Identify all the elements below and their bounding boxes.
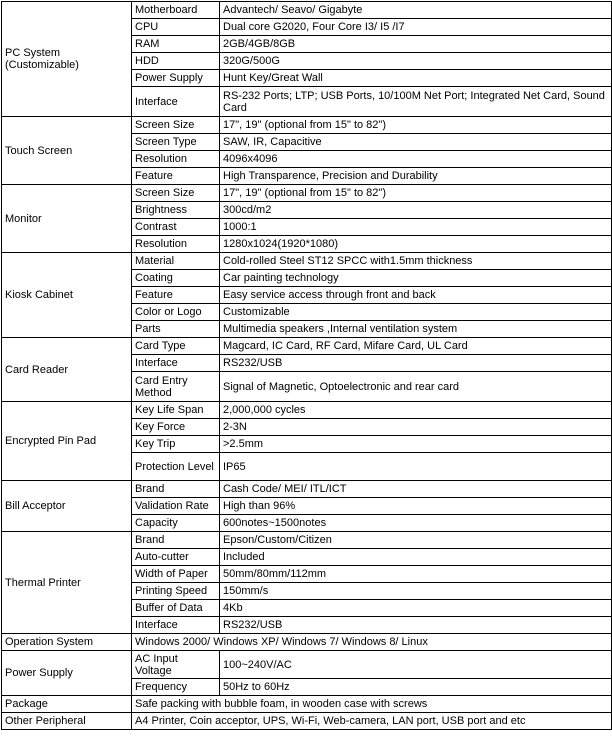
spec-label-cell: Interface <box>132 87 220 117</box>
spec-value-cell: Dual core G2020, Four Core I3/ I5 /I7 <box>220 19 612 36</box>
spec-label-cell: RAM <box>132 36 220 53</box>
spec-value-cell: 4Kb <box>220 600 612 617</box>
spec-label-cell: Interface <box>132 355 220 372</box>
spec-value-cell: 600notes~1500notes <box>220 515 612 532</box>
spec-row <box>2 402 612 419</box>
category-cell: Operation System <box>2 634 132 651</box>
spec-label-cell: Feature <box>132 287 220 304</box>
spec-label-cell: Card Type <box>132 338 220 355</box>
spec-row <box>2 481 612 498</box>
spec-value-cell: 50Hz to 60Hz <box>220 679 612 696</box>
spec-label-cell: CPU <box>132 19 220 36</box>
category-cell: Bill Acceptor <box>2 481 132 532</box>
spec-value-cell: Advantech/ Seavo/ Gigabyte <box>220 2 612 19</box>
spec-row <box>2 651 612 679</box>
spec-value-cell: 100~240V/AC <box>220 651 612 679</box>
spec-label-cell: Key Force <box>132 419 220 436</box>
spec-row <box>2 713 612 730</box>
spec-label-cell: Parts <box>132 321 220 338</box>
spec-row <box>2 117 612 134</box>
spec-label-cell: Card Entry Method <box>132 372 220 402</box>
spec-row <box>2 532 612 549</box>
spec-label-cell: Interface <box>132 617 220 634</box>
spec-label-cell: Screen Size <box>132 117 220 134</box>
category-cell: Package <box>2 696 132 713</box>
spec-row <box>2 253 612 270</box>
spec-row <box>2 634 612 651</box>
spec-value-cell: IP65 <box>220 453 612 481</box>
spec-value-cell: High than 96% <box>220 498 612 515</box>
spec-label-cell: Brand <box>132 532 220 549</box>
spec-label-cell: Brightness <box>132 202 220 219</box>
spec-value-cell: 2,000,000 cycles <box>220 402 612 419</box>
spec-value-cell: >2.5mm <box>220 436 612 453</box>
spec-value-cell: Magcard, IC Card, RF Card, Mifare Card, UL Card <box>220 338 612 355</box>
spec-value-cell: 150mm/s <box>220 583 612 600</box>
spec-label-cell: Validation Rate <box>132 498 220 515</box>
spec-value-cell: Multimedia speakers ,Internal ventilation system <box>220 321 612 338</box>
spec-row <box>2 185 612 202</box>
spec-label-cell: Resolution <box>132 151 220 168</box>
category-cell: Touch Screen <box>2 117 132 185</box>
spec-label-cell: Power Supply <box>132 70 220 87</box>
spec-value-cell: 4096x4096 <box>220 151 612 168</box>
spec-value-cell: 300cd/m2 <box>220 202 612 219</box>
spec-value-cell: Signal of Magnetic, Optoelectronic and rear card <box>220 372 612 402</box>
category-cell: Thermal Printer <box>2 532 132 634</box>
spec-value-cell: Cash Code/ MEI/ ITL/ICT <box>220 481 612 498</box>
spec-label-cell: Resolution <box>132 236 220 253</box>
spec-value-cell: 17", 19" (optional from 15" to 82") <box>220 117 612 134</box>
spec-label-cell: Protection Level <box>132 453 220 481</box>
spec-value-cell: 320G/500G <box>220 53 612 70</box>
spec-value-cell: A4 Printer, Coin acceptor, UPS, Wi-Fi, Web-camera, LAN port, USB port and etc <box>132 713 612 730</box>
spec-value-cell: 1000:1 <box>220 219 612 236</box>
spec-value-cell: SAW, IR, Capacitive <box>220 134 612 151</box>
spec-value-cell: 2-3N <box>220 419 612 436</box>
spec-label-cell: Width of Paper <box>132 566 220 583</box>
spec-value-cell: 17", 19" (optional from 15" to 82") <box>220 185 612 202</box>
spec-value-cell: 50mm/80mm/112mm <box>220 566 612 583</box>
spec-label-cell: Brand <box>132 481 220 498</box>
spec-label-cell: Screen Type <box>132 134 220 151</box>
spec-value-cell: Customizable <box>220 304 612 321</box>
spec-value-cell: Car painting technology <box>220 270 612 287</box>
spec-label-cell: Motherboard <box>132 2 220 19</box>
spec-value-cell: High Transparence, Precision and Durability <box>220 168 612 185</box>
spec-label-cell: Buffer of Data <box>132 600 220 617</box>
spec-table-body <box>2 2 612 730</box>
spec-row <box>2 2 612 19</box>
spec-label-cell: Coating <box>132 270 220 287</box>
category-cell: Kiosk Cabinet <box>2 253 132 338</box>
spec-value-cell: Safe packing with bubble foam, in wooden case with screws <box>132 696 612 713</box>
spec-value-cell: 2GB/4GB/8GB <box>220 36 612 53</box>
category-cell: PC System (Customizable) <box>2 2 132 117</box>
spec-label-cell: Capacity <box>132 515 220 532</box>
spec-label-cell: Key Trip <box>132 436 220 453</box>
spec-row <box>2 696 612 713</box>
spec-label-cell: HDD <box>132 53 220 70</box>
spec-label-cell: Frequency <box>132 679 220 696</box>
spec-value-cell: RS232/USB <box>220 617 612 634</box>
spec-value-cell: Hunt Key/Great Wall <box>220 70 612 87</box>
spec-label-cell: Contrast <box>132 219 220 236</box>
spec-label-cell: Material <box>132 253 220 270</box>
spec-label-cell: Printing Speed <box>132 583 220 600</box>
spec-value-cell: Included <box>220 549 612 566</box>
spec-value-cell: RS232/USB <box>220 355 612 372</box>
spec-label-cell: Feature <box>132 168 220 185</box>
spec-value-cell: 1280x1024(1920*1080) <box>220 236 612 253</box>
category-cell: Encrypted Pin Pad <box>2 402 132 481</box>
spec-table <box>1 1 612 730</box>
category-cell: Other Peripheral <box>2 713 132 730</box>
spec-row <box>2 338 612 355</box>
category-cell: Card Reader <box>2 338 132 402</box>
spec-label-cell: Screen Size <box>132 185 220 202</box>
spec-value-cell: RS-232 Ports; LTP; USB Ports, 10/100M Net Port; Integrated Net Card, Sound Card <box>220 87 612 117</box>
spec-label-cell: Auto-cutter <box>132 549 220 566</box>
spec-value-cell: Easy service access through front and back <box>220 287 612 304</box>
category-cell: Power Supply <box>2 651 132 696</box>
spec-label-cell: Color or Logo <box>132 304 220 321</box>
category-cell: Monitor <box>2 185 132 253</box>
spec-value-cell: Cold-rolled Steel ST12 SPCC with1.5mm thickness <box>220 253 612 270</box>
spec-value-cell: Epson/Custom/Citizen <box>220 532 612 549</box>
spec-label-cell: Key Life Span <box>132 402 220 419</box>
spec-value-cell: Windows 2000/ Windows XP/ Windows 7/ Windows 8/ Linux <box>132 634 612 651</box>
spec-label-cell: AC Input Voltage <box>132 651 220 679</box>
